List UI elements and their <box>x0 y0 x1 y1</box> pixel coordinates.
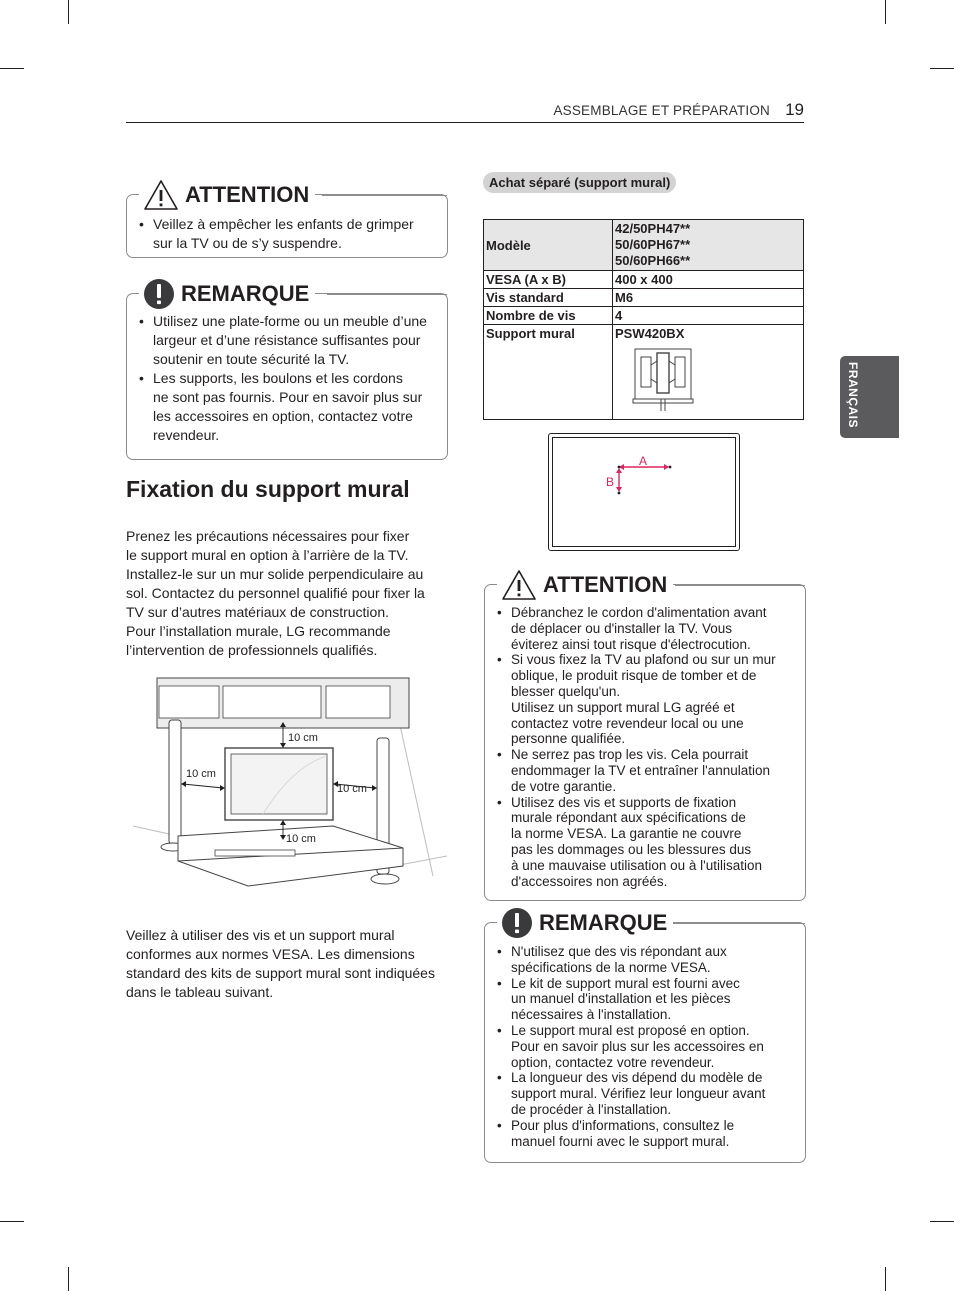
vesa-arrows <box>549 434 739 550</box>
table-row <box>484 289 804 307</box>
box-head-rule <box>670 923 805 924</box>
remarque-heading <box>497 907 673 939</box>
installation-clearance-diagram <box>133 676 447 888</box>
clearance-label-bottom: 10 cm <box>286 833 316 845</box>
language-tab-label: FRANÇAIS <box>846 362 860 428</box>
table-cell-label: Vis standard <box>484 289 613 307</box>
clearance-label-right: 10 cm <box>337 783 367 795</box>
vesa-label-a: A <box>639 454 648 468</box>
exclamation-circle-icon <box>143 278 175 310</box>
page-number: 19 <box>785 100 804 119</box>
list-item <box>139 369 444 445</box>
remarque-title: REMARQUE <box>181 281 310 306</box>
crop-mark <box>0 68 24 69</box>
table-cell-value: 42/50PH47** 50/60PH67** 50/60PH66** <box>613 220 804 271</box>
attention-heading <box>497 569 673 601</box>
list-item <box>497 652 803 747</box>
list-item-text: La longueur des vis dépend du modèle de support mural. Vérifiez leur longueur avant de procéder à l'installation. <box>511 1070 766 1117</box>
list-item-text: Utilisez des vis et supports de fixation murale répondant aux spécifications de la norme VESA. La garantie ne couvre pas les dommages ou les blessures dus à une mauvaise utilisation ou à l'utilisation d'accessoires non agréés. <box>511 794 762 889</box>
crop-mark <box>885 0 886 24</box>
table-row <box>484 271 804 289</box>
wall-mount-bracket-image <box>631 343 695 413</box>
list-item-text: Si vous fixez la TV au plafond ou sur un mur oblique, le produit risque de tomber et de blesser quelqu'un. Utilisez un support mural LG agréé et contactez votre revendeur local ou une personne qualifiée. <box>511 652 776 747</box>
vesa-paragraph: Veillez à utiliser des vis et un support mural conformes aux normes VESA. Les dimensions standard des kits de support mural sont indiquées dans le tableau suivant. <box>126 927 435 1000</box>
crop-mark <box>68 1267 69 1291</box>
list-item <box>497 1070 803 1117</box>
attention-title: ATTENTION <box>185 182 310 207</box>
attention-box-right <box>484 572 806 901</box>
table-row <box>484 325 804 420</box>
spec-table <box>483 219 804 420</box>
table-cell-label: Support mural <box>484 325 613 420</box>
table-cell-label: VESA (A x B) <box>484 271 613 289</box>
crop-mark <box>930 68 954 69</box>
exclamation-circle-icon <box>501 907 533 939</box>
list-item-text: N'utilisez que des vis répondant aux spécifications de la norme VESA. <box>511 944 727 975</box>
table-row <box>484 307 804 325</box>
clearance-label-left: 10 cm <box>186 768 216 780</box>
list-item-text: Utilisez une plate-forme ou un meuble d’une largeur et d’une résistance suffisantes pour soutenir en toute sécurité la TV. <box>153 313 427 367</box>
vesa-dimension-diagram <box>548 433 740 551</box>
crop-mark <box>885 1267 886 1291</box>
warning-triangle-icon <box>501 569 537 601</box>
attention-list <box>497 605 803 889</box>
table-cell-value: 400 x 400 <box>613 271 804 289</box>
list-item-text: Le support mural est proposé en option. Pour en savoir plus sur les accessoires en option, contactez votre revendeur. <box>511 1022 764 1070</box>
attention-heading <box>139 179 315 211</box>
running-header <box>126 100 804 123</box>
list-item <box>139 312 444 369</box>
box-head-rule <box>322 195 447 196</box>
list-item <box>497 605 803 652</box>
remarque-list <box>497 944 803 1149</box>
list-item-text: Veillez à empêcher les enfants de grimper sur la TV ou de s’y suspendre. <box>153 216 414 251</box>
remarque-title: REMARQUE <box>539 910 668 935</box>
list-item <box>497 1023 803 1070</box>
language-tab <box>840 356 899 438</box>
table-cell-label: Nombre de vis <box>484 307 613 325</box>
intro-paragraph: Prenez les précautions nécessaires pour fixer le support mural en option à l’arrière de la TV. Installez-le sur un mur solide perpendiculaire au sol. Contactez du personnel qualifié pour fixer la TV sur d’autres matériaux de construction. Pour l’installation murale, LG recommande l’intervention de professionnels qualifiés. <box>126 528 425 658</box>
list-item <box>497 944 803 976</box>
list-item-text: Débranchez le cordon d'alimentation avant de déplacer ou d'installer la TV. Vous éviterez ainsi tout risque d'électrocution. <box>511 605 767 652</box>
list-item-text: Les supports, les boulons et les cordons ne sont pas fournis. Pour en savoir plus sur les accessoires en option, contactez votre revendeur. <box>153 370 423 443</box>
table-cell-value: 4 <box>613 307 804 325</box>
vesa-label-b: B <box>606 475 615 489</box>
remarque-box-left <box>126 281 448 460</box>
list-item-text: Le kit de support mural est fourni avec un manuel d'installation et les pièces nécessaires à l'installation. <box>511 975 740 1023</box>
list-item <box>497 795 803 890</box>
purchase-label: Achat séparé (support mural) <box>483 172 676 193</box>
table-row <box>484 220 804 271</box>
list-item <box>497 1118 803 1150</box>
list-item-text: Pour plus d'informations, consultez le manuel fourni avec le support mural. <box>511 1117 735 1149</box>
table-cell-value: PSW420BX <box>615 326 685 341</box>
attention-title: ATTENTION <box>543 572 668 597</box>
warning-triangle-icon <box>143 179 179 211</box>
header-section-title: ASSEMBLAGE ET PRÉPARATION <box>553 103 770 118</box>
crop-mark <box>930 1221 954 1222</box>
crop-mark <box>0 1221 24 1222</box>
remarque-list <box>139 312 444 445</box>
list-item <box>497 747 803 794</box>
list-item <box>497 976 803 1023</box>
table-cell-mount <box>613 325 804 420</box>
attention-list <box>139 215 439 253</box>
crop-mark <box>68 0 69 24</box>
clearance-label-top: 10 cm <box>288 732 318 744</box>
list-item <box>139 215 439 253</box>
remarque-heading <box>139 278 315 310</box>
box-head-rule <box>327 294 447 295</box>
table-cell-label: Modèle <box>484 220 613 271</box>
box-head-rule <box>675 585 805 586</box>
attention-box-left <box>126 182 448 258</box>
table-cell-value: M6 <box>613 289 804 307</box>
list-item-text: Ne serrez pas trop les vis. Cela pourrait endommager la TV et entraîner l'annulation de votre garantie. <box>511 747 770 794</box>
remarque-box-right <box>484 910 806 1163</box>
section-title: Fixation du support mural <box>126 476 410 502</box>
